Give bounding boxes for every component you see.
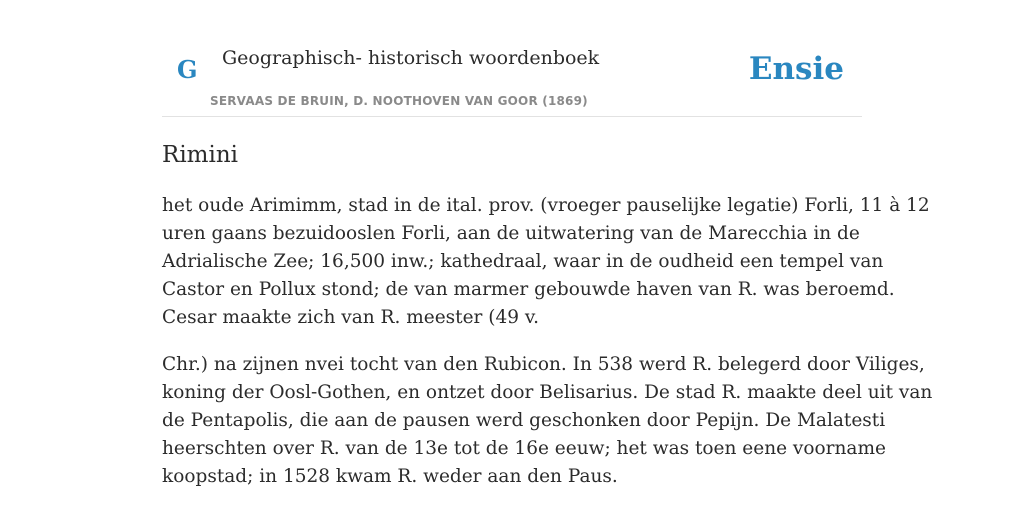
- header: [162, 0, 862, 117]
- text-line: Cesar maakte zich van R. meester (49 v.: [162, 307, 540, 328]
- book-title[interactable]: Geographisch- historisch woordenboek: [222, 47, 600, 69]
- text-line: Adrialische Zee; 16,500 inw.; kathedraal, waar in de oudheid een tempel van: [162, 251, 884, 272]
- book-logo-icon[interactable]: G: [177, 55, 198, 84]
- text-line: Chr.) na zijnen nvei tocht van den Rubicon. In 538 werd R. belegerd door Viliges,: [162, 354, 925, 375]
- text-line: uren gaans bezuidooslen Forli, aan de uitwatering van de Marecchia in de: [162, 223, 860, 244]
- text-line: koopstad; in 1528 kwam R. weder aan den Paus.: [162, 466, 618, 487]
- text-line: koning der Oosl-Gothen, en ontzet door Belisarius. De stad R. maakte deel uit van: [162, 382, 933, 403]
- text-line: het oude Arimimm, stad in de ital. prov. (vroeger pauselijke legatie) Forli, 11 à 12: [162, 195, 930, 216]
- text-line: de Pentapolis, die aan de pausen werd geschonken door Pepijn. De Malatesti: [162, 410, 886, 431]
- text-line: Castor en Pollux stond; de van marmer gebouwde haven van R. was beroemd.: [162, 279, 895, 300]
- document-page: [162, 0, 933, 512]
- text-line: heerschten over R. van de 13e tot de 16e eeuw; het was toen eene voorname: [162, 438, 886, 459]
- book-author: SERVAAS DE BRUIN, D. NOOTHOVEN VAN GOOR (1869): [210, 94, 588, 108]
- entry-paragraph-1: [162, 192, 930, 332]
- entry-title: Rimini: [162, 142, 239, 168]
- ensie-logo-link[interactable]: Ensie: [748, 51, 844, 87]
- entry-paragraph-2: [162, 351, 933, 491]
